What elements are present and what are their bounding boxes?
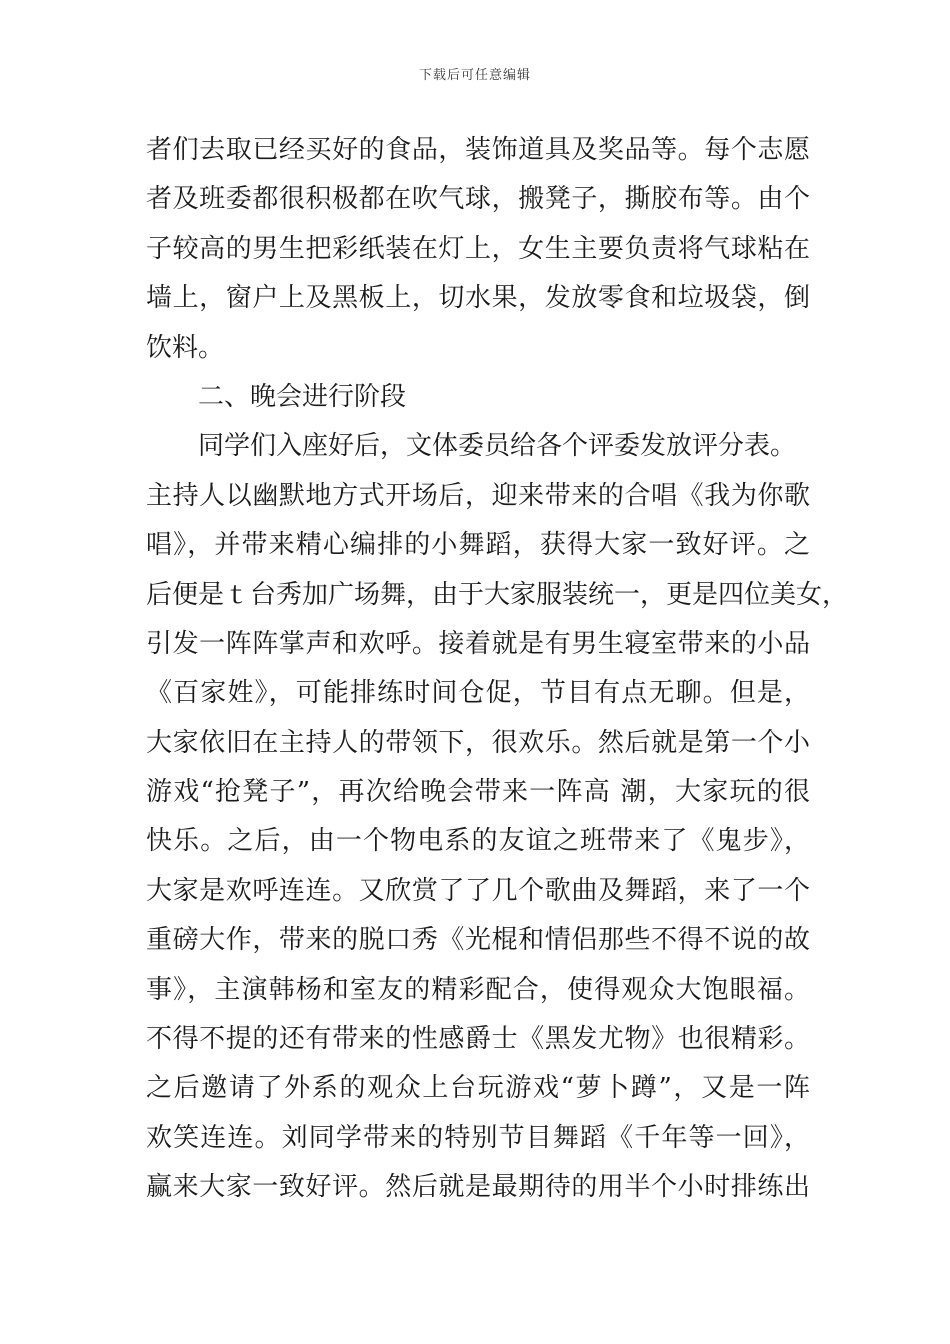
text-line: 饮料。 — [146, 332, 225, 363]
section-heading: 二、晚会进行阶段 — [198, 381, 407, 412]
text-line: 者们去取已经买好的食品，装饰道具及奖品等。每个志愿 — [146, 135, 810, 165]
text-line: 大家依旧在主持人的带领下，很欢乐。然后就是第一个小 — [146, 727, 810, 758]
text-line: 子较高的男生把彩纸装在灯上，女生主要负责将气球粘在 — [146, 233, 810, 264]
text-line: 唱》，并带来精心编排的小舞蹈，获得大家一致好评。之 — [146, 530, 810, 561]
text-line: 《百家姓》，可能排练时间仓促，节目有点无聊。但是， — [146, 678, 810, 709]
text-line: 大家是欢呼连连。又欣赏了了几个歌曲及舞蹈，来了一个 — [146, 875, 810, 906]
text-line: 主持人以幽默地方式开场后，迎来带来的合唱《我为你歌 — [146, 480, 810, 511]
text-line: 不得不提的还有带来的性感爵士《黑发尤物》也很精彩。 — [146, 1024, 810, 1055]
paragraph-first-line: 同学们入座好后，文体委员给各个评委发放评分表。 — [198, 431, 797, 462]
text-line: 者及班委都很积极都在吹气球，搬凳子，撕胶布等。由个 — [146, 184, 810, 215]
text-line: 后便是ｔ台秀加广场舞，由于大家服装统一，更是四位美女， — [146, 579, 849, 610]
text-line: 欢笑连连。刘同学带来的特别节目舞蹈《千年等一回》， — [146, 1122, 810, 1153]
text-line: 游戏“抢凳子”，再次给晚会带来一阵高 潮，大家玩的很 — [146, 777, 810, 808]
text-line: 事》，主演韩杨和室友的精彩配合，使得观众大饱眼福。 — [146, 974, 810, 1005]
text-line: 赢来大家一致好评。然后就是最期待的用半个小时排练出 — [146, 1172, 810, 1203]
text-line: 重磅大作，带来的脱口秀《光棍和情侣那些不得不说的故 — [146, 925, 810, 956]
text-line: 之后邀请了外系的观众上台玩游戏“萝卜蹲”，又是一阵 — [146, 1073, 810, 1104]
text-line: 引发一阵阵掌声和欢呼。接着就是有男生寝室带来的小品 — [146, 628, 810, 659]
document-body — [146, 126, 849, 1213]
text-line: 快乐。之后，由一个物电系的友谊之班带来了《鬼步》， — [146, 826, 810, 857]
page-header-note: 下载后可任意编辑 — [418, 68, 531, 83]
text-line: 墙上，窗户上及黑板上，切水果，发放零食和垃圾袋，倒 — [146, 283, 810, 314]
